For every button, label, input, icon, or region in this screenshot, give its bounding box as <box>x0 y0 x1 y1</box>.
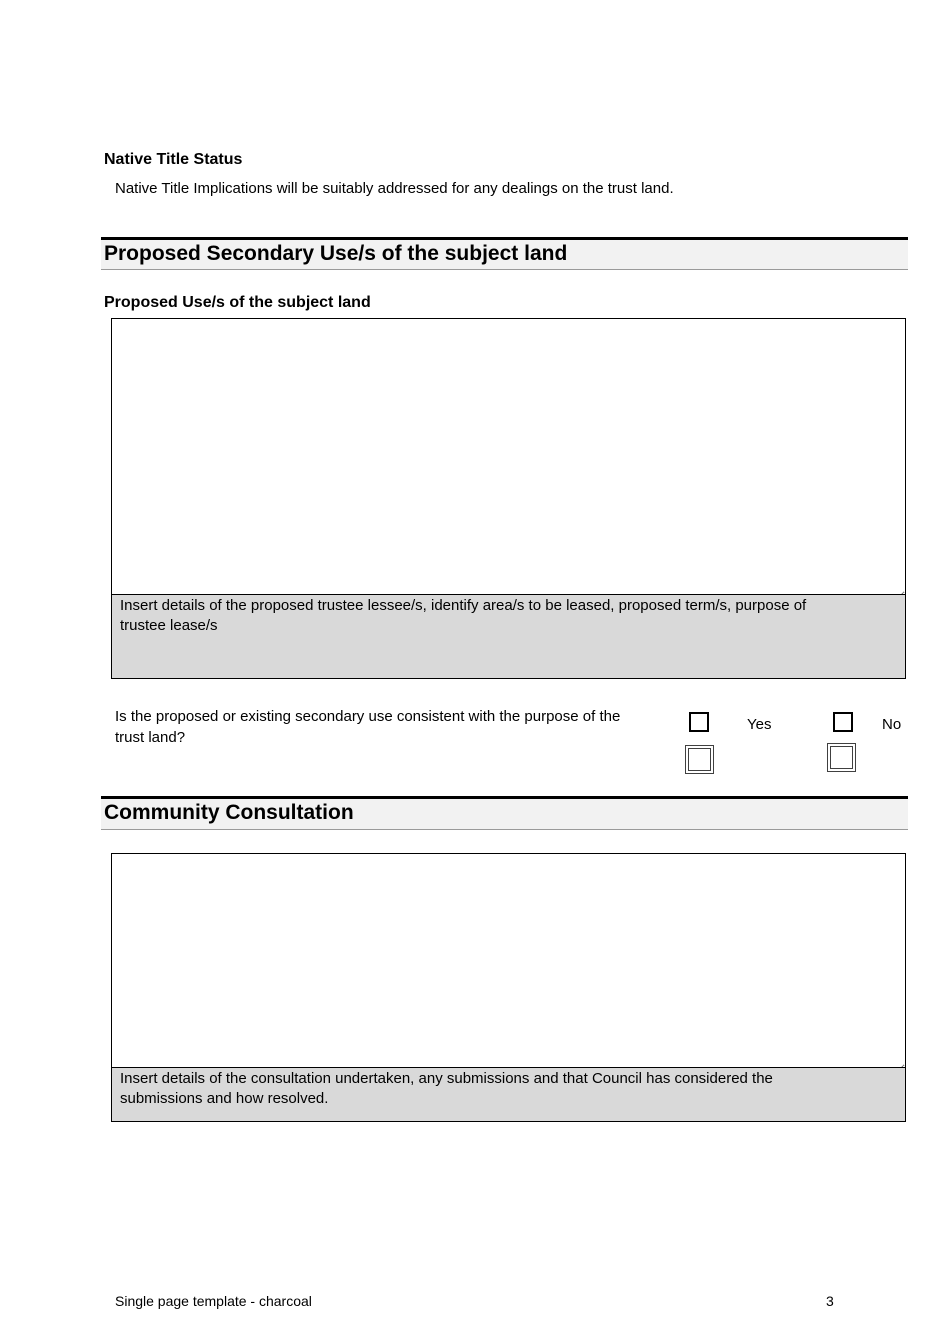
proposed-use-input[interactable] <box>112 319 905 600</box>
no-checkbox[interactable] <box>833 712 853 732</box>
consultation-instructions-line2: submissions and how resolved. <box>120 1090 329 1107</box>
proposed-use-instructions-line1: Insert details of the proposed trustee lessee/s, identify area/s to be leased, proposed term/s, purpose of <box>120 597 807 614</box>
yes-checkbox[interactable] <box>689 712 709 732</box>
proposed-use-heading: Proposed Use/s of the subject land <box>104 294 371 311</box>
section-secondary-use-title: Proposed Secondary Use/s of the subject land <box>104 242 568 265</box>
section-secondary-use <box>101 237 908 270</box>
consultation-instructions-line1: Insert details of the consultation undertaken, any submissions and that Council has considered the <box>120 1070 773 1087</box>
yes-label: Yes <box>747 716 772 733</box>
native-title-text: Native Title Implications will be suitably addressed for any dealings on the trust land. <box>115 180 674 197</box>
proposed-use-field <box>111 318 906 679</box>
consultation-instructions <box>112 1067 905 1121</box>
consultation-field <box>111 853 906 1122</box>
yes-checkbox-field[interactable] <box>685 745 714 774</box>
consistency-question-line1: Is the proposed or existing secondary use consistent with the purpose of the <box>115 708 621 725</box>
no-checkbox-field[interactable] <box>827 743 856 772</box>
proposed-use-instructions <box>112 594 905 678</box>
consistency-question-line2: trust land? <box>115 729 186 746</box>
native-title-heading: Native Title Status <box>104 151 243 168</box>
proposed-use-instructions-line2: trustee lease/s <box>120 617 218 634</box>
no-label: No <box>882 716 902 733</box>
footer-page-number: 3 <box>826 1293 834 1309</box>
consistency-question <box>115 706 670 748</box>
footer-template-name: Single page template - charcoal <box>115 1293 312 1309</box>
consultation-input[interactable] <box>112 854 905 1073</box>
section-community-consultation-title: Community Consultation <box>104 801 354 824</box>
section-community-consultation <box>101 796 908 830</box>
